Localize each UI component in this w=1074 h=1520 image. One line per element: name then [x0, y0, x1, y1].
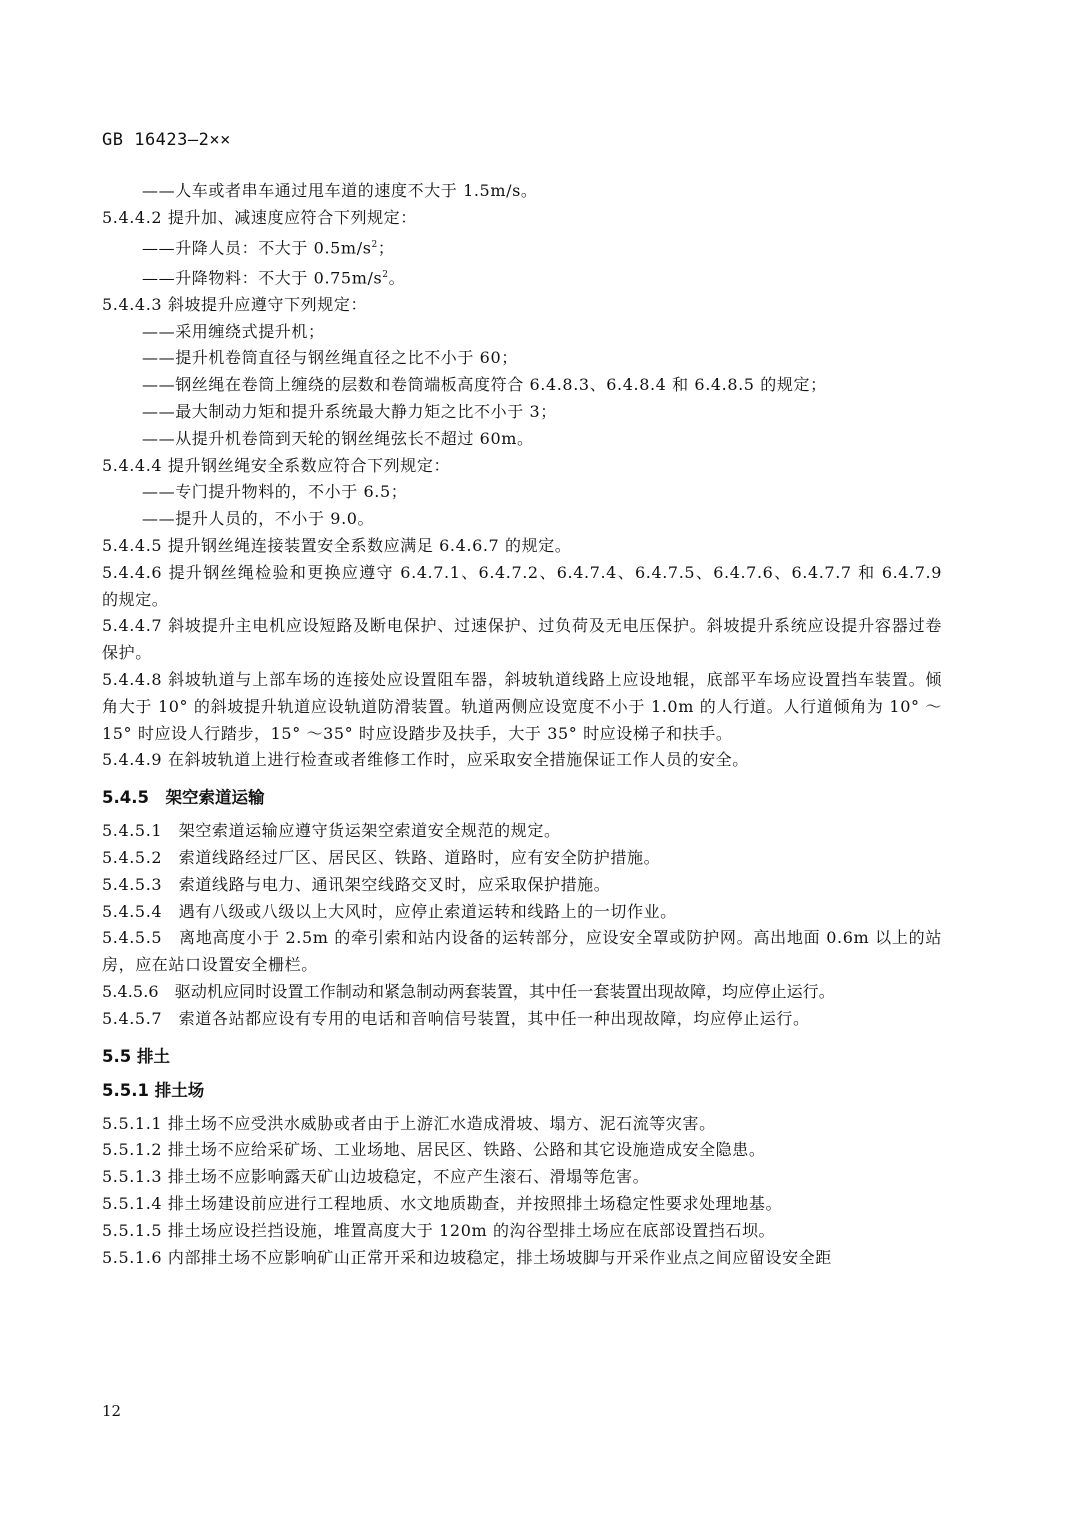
page-number: 12 [102, 1402, 122, 1420]
clause-5-4-4-6: 5.4.4.6 提升钢丝绳检验和更换应遵守 6.4.7.1、6.4.7.2、6.4.7.4、6.4.7.5、6.4.7.6、6.4.7.7 和 6.4.7.9 的规定。 [102, 562, 942, 609]
clause-5-5-1-1: 5.5.1.1 排土场不应受洪水威胁或者由于上游汇水造成滑坡、塌方、泥石流等灾害。 [102, 1113, 716, 1133]
clause-5-4-5-6: 5.4.5.6 驱动机应同时设置工作制动和紧急制动两套装置，其中任一套装置出现故障，均应停止运行。 [102, 981, 835, 1001]
clause-5-5-1-3: 5.5.1.3 排土场不应影响露天矿山边坡稳定，不应产生滚石、滑塌等危害。 [102, 1167, 650, 1187]
document-body [102, 178, 942, 1271]
text-line [102, 262, 942, 292]
section-heading-5-5-1: 5.5.1 排土场 [102, 1080, 205, 1100]
text-line: ——最大制动力矩和提升系统最大静力矩之比不小于 3； [142, 402, 557, 422]
clause-5-5-1-5: 5.5.1.5 排土场应设拦挡设施，堆置高度大于 120m 的沟谷型排土场应在底部设置挡石坝。 [102, 1220, 776, 1240]
section-heading-5-4-5: 5.4.5 架空索道运输 [102, 788, 265, 808]
clause-5-4-5-2: 5.4.5.2 索道线路经过厂区、居民区、铁路、道路时，应有安全防护措施。 [102, 847, 661, 867]
clause-5-5-1-4: 5.5.1.4 排土场建设前应进行工程地质、水文地质勘查，并按照排土场稳定性要求处理地基。 [102, 1193, 783, 1213]
clause-5-5-1-6: 5.5.1.6 内部排土场不应影响矿山正常开采和边坡稳定，排土场坡脚与开采作业点之间应留设安全距 [102, 1247, 832, 1267]
text-line [102, 232, 942, 262]
text-line: ——专门提升物料的，不小于 6.5； [142, 482, 408, 502]
clause-5-4-4-2: 5.4.4.2 提升加、减速度应符合下列规定： [102, 207, 417, 227]
text-run: ——升降人员：不大于 0.5m/s [142, 237, 372, 257]
text-line: ——提升机卷筒直径与钢丝绳直径之比不小于 60； [142, 348, 518, 368]
text-line: ——人车或者串车通过甩车道的速度不大于 1.5m/s。 [142, 181, 538, 200]
text-line: ——提升人员的，不小于 9.0。 [142, 509, 375, 529]
clause-5-4-4-7: 5.4.4.7 斜坡提升主电机应设短路及断电保护、过速保护、过负荷及无电压保护。斜坡提升系统应设提升容器过卷保护。 [102, 616, 942, 663]
text-run: ——升降物料：不大于 0.75m/s [142, 268, 383, 288]
text-line: ——采用缠绕式提升机； [142, 321, 325, 341]
clause-5-4-4-9: 5.4.4.9 在斜坡轨道上进行检查或者维修工作时，应采取安全措施保证工作人员的安全。 [102, 750, 749, 770]
text-line: ——从提升机卷筒到天轮的钢丝绳弦长不超过 60m。 [142, 428, 534, 448]
clause-5-4-5-5: 5.4.5.5 离地高度小于 2.5m 的牵引索和站内设备的运转部分，应设安全罩或防护网。高出地面 0.6m 以上的站房，应在站口设置安全栅栏。 [102, 928, 942, 975]
clause-5-4-4-4: 5.4.4.4 提升钢丝绳安全系数应符合下列规定： [102, 455, 451, 475]
text-line: ——钢丝绳在卷筒上缠绕的层数和卷筒端板高度符合 6.4.8.3、6.4.8.4 和 6.4.8.5 的规定； [142, 375, 827, 395]
superscript: 2 [382, 269, 389, 280]
text-run: ； [377, 237, 395, 257]
section-heading-5-5: 5.5 排土 [102, 1046, 170, 1066]
clause-5-4-5-3: 5.4.5.3 索道线路与电力、通讯架空线路交叉时，应采取保护措施。 [102, 874, 611, 894]
clause-5-4-4-5: 5.4.4.5 提升钢丝绳连接装置安全系数应满足 6.4.6.7 的规定。 [102, 536, 572, 556]
clause-5-4-5-7: 5.4.5.7 索道各站都应设有专用的电话和音响信号装置，其中任一种出现故障，均应停止运行。 [102, 1008, 810, 1028]
clause-5-4-4-3: 5.4.4.3 斜坡提升应遵守下列规定： [102, 294, 368, 314]
clause-5-5-1-2: 5.5.1.2 排土场不应给采矿场、工业场地、居民区、铁路、公路和其它设施造成安全隐患。 [102, 1140, 766, 1160]
superscript: 2 [371, 239, 378, 250]
text-run: 。 [388, 268, 406, 288]
clause-5-4-4-8: 5.4.4.8 斜坡轨道与上部车场的连接处应设置阻车器，斜坡轨道线路上应设地辊，底部平车场应设置挡车装置。倾角大于 10° 的斜坡提升轨道应设轨道防滑装置。轨道两侧应设宽度不小于 1.0m 的人行道。人行道倾角为 10° ～15° 时应设人行踏步，15° ～35° 时应设踏步及扶手，大于 35° 时应设梯子和扶手。 [102, 670, 942, 743]
clause-5-4-5-4: 5.4.5.4 遇有八级或八级以上大风时，应停止索道运转和线路上的一切作业。 [102, 901, 677, 921]
clause-5-4-5-1: 5.4.5.1 架空索道运输应遵守货运架空索道安全规范的规定。 [102, 821, 561, 841]
document-code: GB 16423—2×× [102, 130, 231, 150]
